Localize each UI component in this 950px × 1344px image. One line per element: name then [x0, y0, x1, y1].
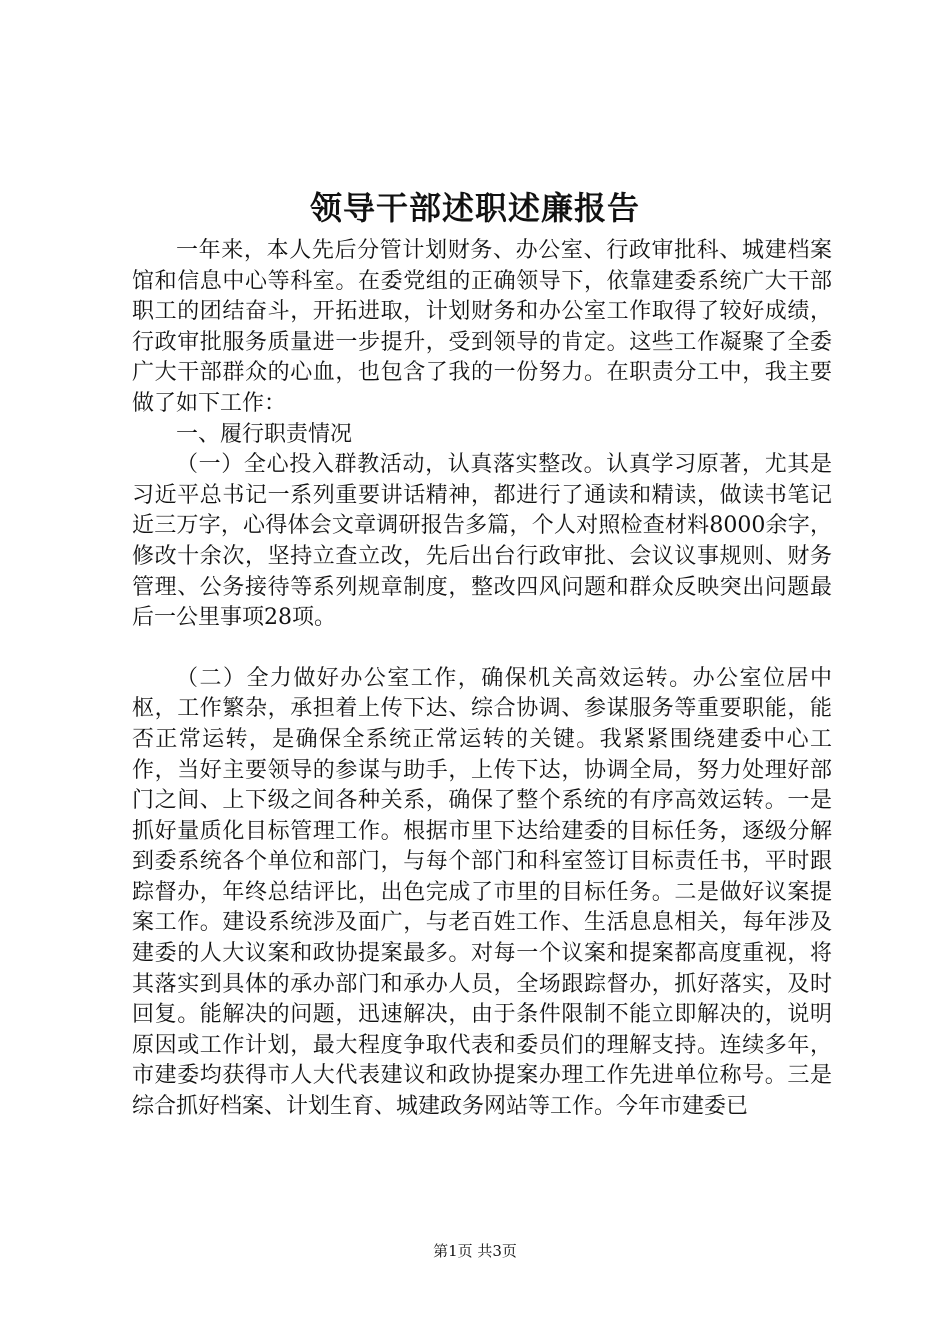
- section-heading-duties: 一、履行职责情况: [176, 421, 353, 447]
- paragraph-intro: 一年来，本人先后分管计划财务、办公室、行政审批科、城建档案馆和信息中心等科室。在委党组的正确领导下，依靠建委系统广大干部职工的团结奋斗，开拓进取，计划财务和办公室工作取得了较好成绩，行政审批服务质量进一步提升，受到领导的肯定。这些工作凝聚了全委广大干部群众的心血，也包含了我的一份努力。在职责分工中，我主要做了如下工作：: [132, 238, 832, 416]
- page-number-footer: 第1页 共3页: [433, 1242, 517, 1260]
- document-body: [132, 236, 832, 1123]
- paragraph-section-1: （一）全心投入群教活动，认真落实整改。认真学习原著，尤其是习近平总书记一系列重要讲话精神，都进行了通读和精读，做读书笔记近三万字，心得体会文章调研报告多篇，个人对照检查材料8000余字，修改十余次，坚持立查立改，先后出台行政审批、会议议事规则、财务管理、公务接待等系列规章制度，整改四风问题和群众反映突出问题最后一公里事项28项。: [132, 452, 832, 631]
- paragraph-section-2: （二）全力做好办公室工作，确保机关高效运转。办公室位居中枢，工作繁杂，承担着上传下达、综合协调、参谋服务等重要职能，能否正常运转，是确保全系统正常运转的关键。我紧紧围绕建委中心工作，当好主要领导的参谋与助手，上传下达，协调全局，努力处理好部门之间、上下级之间各种关系，确保了整个系统的有序高效运转。一是抓好量质化目标管理工作。根据市里下达给建委的目标任务，逐级分解到委系统各个单位和部门，与每个部门和科室签订目标责任书，平时跟踪督办，年终总结评比，出色完成了市里的目标任务。二是做好议案提案工作。建设系统涉及面广，与老百姓工作、生活息息相关，每年涉及建委的人大议案和政协提案最多。对每一个议案和提案都高度重视，将其落实到具体的承办部门和承办人员，全场跟踪督办，抓好落实，及时回复。能解决的问题，迅速解决，由于条件限制不能立即解决的，说明原因或工作计划，最大程度争取代表和委员们的理解支持。连续多年，市建委均获得市人大代表建议和政协提案办理工作先进单位称号。三是综合抓好档案、计划生育、城建政务网站等工作。今年市建委已: [132, 665, 832, 1120]
- document-title: 领导干部述职述廉报告: [309, 189, 640, 227]
